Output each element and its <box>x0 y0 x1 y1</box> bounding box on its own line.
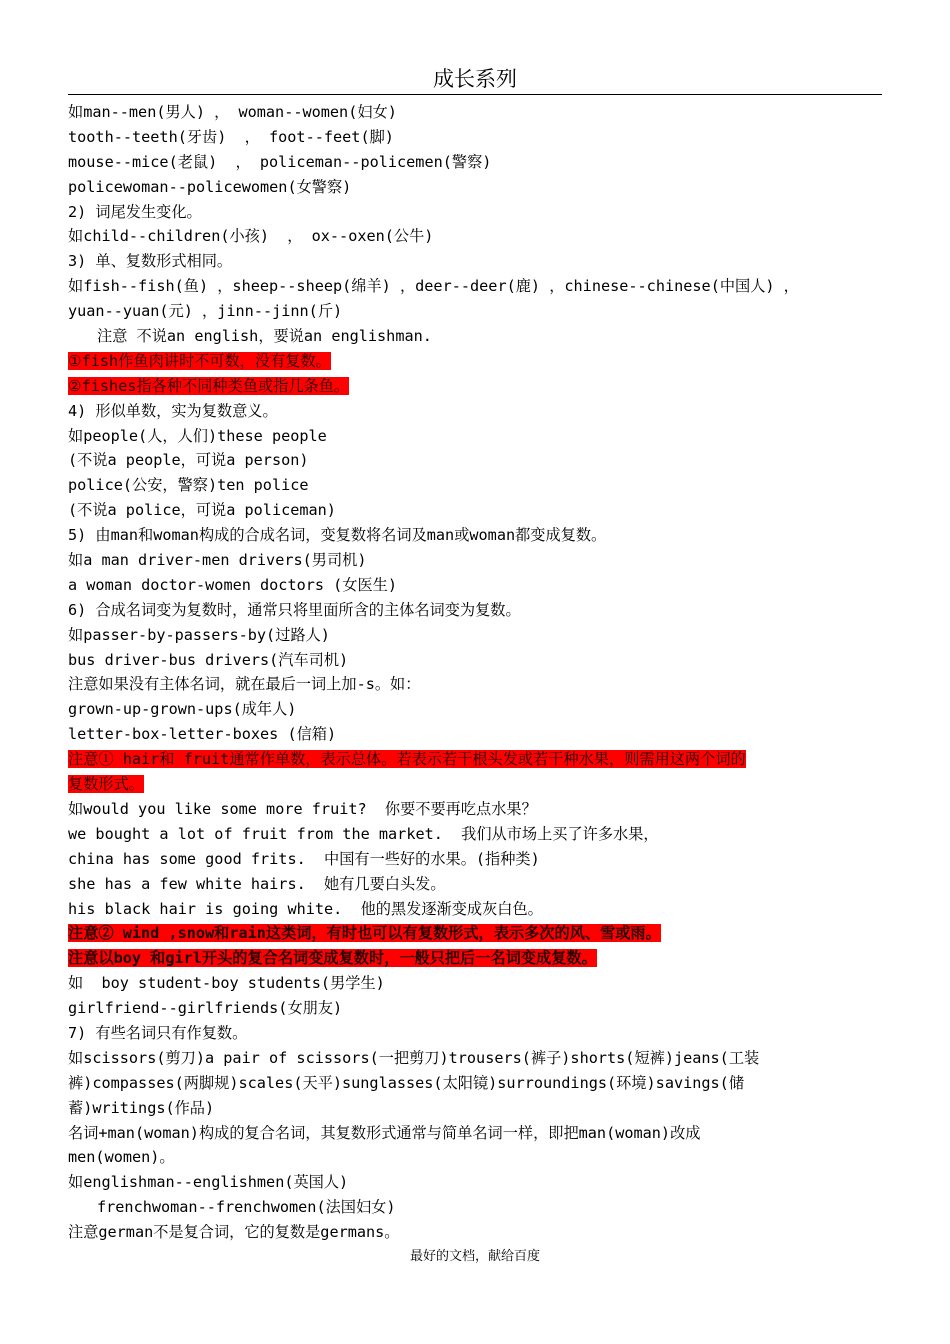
text-line: yuan--yuan(元) ，jinn--jinn(斤) <box>68 302 343 321</box>
text-line: 如englishman--englishmen(英国人) <box>68 1173 349 1192</box>
text-line: 名词+man(woman)构成的复合名词，其复数形式通常与简单名词一样，即把man(woman)改成 <box>68 1123 701 1142</box>
highlight-span: ②fishes指各种不同种类鱼或指几条鱼。 <box>68 376 350 395</box>
document-body <box>68 100 884 1245</box>
note-line: 注意 不说an english，要说an englishman. <box>97 327 432 346</box>
text-line: girlfriend--girlfriends(女朋友) <box>68 999 343 1018</box>
text-line: 如man--men(男人) ， woman--women(妇女) <box>68 103 397 121</box>
text-line: grown-up-grown-ups(成年人) <box>68 700 297 719</box>
text-line: she has a few white hairs. 她有几要白头发。 <box>68 874 446 893</box>
highlighted-note <box>68 921 884 946</box>
text-line: (不说a police，可说a policeman) <box>68 501 336 520</box>
text-line: men(women)。 <box>68 1148 175 1167</box>
highlight-span: ①fish作鱼肉讲时不可数，没有复数。 <box>68 351 331 370</box>
text-line: 如a man driver-men drivers(男司机) <box>68 551 367 570</box>
highlighted-note <box>68 772 884 797</box>
text-line: mouse--mice(老鼠) ， policeman--policemen(警察) <box>68 152 492 171</box>
section-heading: 2) 词尾发生变化。 <box>68 202 202 221</box>
highlighted-note <box>68 374 884 399</box>
text-line: bus driver-bus drivers(汽车司机) <box>68 650 349 669</box>
section-heading: 5) 由man和woman构成的合成名词，变复数将名词及man或woman都变成复数。 <box>68 526 607 545</box>
text-line: frenchwoman--frenchwomen(法国妇女) <box>97 1198 396 1217</box>
text-line: 如child--children(小孩) ， ox--oxen(公牛) <box>68 227 434 246</box>
highlighted-note <box>68 349 884 374</box>
text-line: 注意german不是复合词，它的复数是germans。 <box>68 1223 400 1242</box>
text-line: 蓄)writings(作品) <box>68 1098 215 1117</box>
text-line: a woman doctor-women doctors (女医生) <box>68 575 398 594</box>
text-line: 如 boy student-boy students(男学生) <box>68 974 385 993</box>
header-rule <box>68 94 882 95</box>
page-header-title: 成长系列 <box>433 67 517 91</box>
highlighted-note <box>68 946 884 971</box>
text-line: 如would you like some more fruit? 你要不要再吃点水果？ <box>68 799 537 818</box>
text-line: 如passer-by-passers-by(过路人) <box>68 625 330 644</box>
text-line: police(公安，警察)ten police <box>68 476 309 495</box>
highlight-span: 注意② wind ,snow和rain这类词，有时也可以有复数形式，表示多次的风、雪或雨。 <box>68 924 661 943</box>
highlight-span: 复数形式。 <box>68 775 144 794</box>
section-heading: 6) 合成名词变为复数时，通常只将里面所含的主体名词变为复数。 <box>68 600 521 619</box>
text-line: (不说a people，可说a person) <box>68 451 309 470</box>
section-heading: 4) 形似单数，实为复数意义。 <box>68 401 278 420</box>
text-line: tooth--teeth(牙齿) ， foot--feet(脚) <box>68 127 394 146</box>
section-heading: 3) 单、复数形式相同。 <box>68 252 233 271</box>
text-line: his black hair is going white. 他的黑发逐渐变成灰白色。 <box>68 899 543 918</box>
text-line: 注意如果没有主体名词，就在最后一词上加-s。如： <box>68 675 421 694</box>
highlight-span: 注意以boy 和girl开头的复合名词变成复数时，一般只把后一名词变成复数。 <box>68 949 597 968</box>
section-heading: 7) 有些名词只有作复数。 <box>68 1023 248 1042</box>
text-line: china has some good frits. 中国有一些好的水果。(指种类) <box>68 849 540 868</box>
page-footer: 最好的文档，献给百度 <box>409 1249 540 1264</box>
text-line: 如scissors(剪刀)a pair of scissors(一把剪刀)trousers(裤子)shorts(短裤)jeans(工装 <box>68 1048 760 1067</box>
text-line: policewoman--policewomen(女警察) <box>68 177 352 196</box>
text-line: 如fish--fish(鱼) ，sheep--sheep(绵羊) ，deer--deer(鹿) ，chinese--chinese(中国人) ， <box>68 277 799 296</box>
text-line: we bought a lot of fruit from the market. 我们从市场上买了许多水果， <box>68 824 659 843</box>
highlight-span: 注意① hair和 fruit通常作单数，表示总体。若表示若干根头发或若干种水果，则需用这两个词的 <box>68 750 746 769</box>
text-line: 裤)compasses(两脚规)scales(天平)sunglasses(太阳镜)surroundings(环境)savings(储 <box>68 1073 745 1092</box>
highlighted-note <box>68 747 884 772</box>
text-line: 如people(人，人们)these people <box>68 426 327 445</box>
text-line: letter-box-letter-boxes (信箱) <box>68 725 337 744</box>
